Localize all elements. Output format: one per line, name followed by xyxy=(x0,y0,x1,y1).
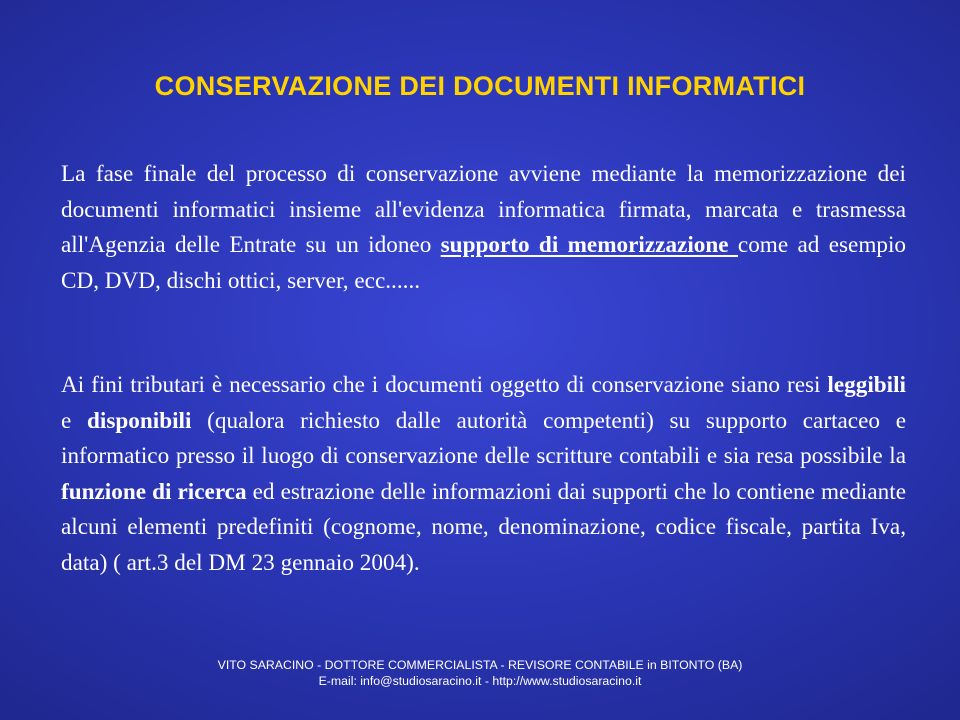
paragraph-text: e xyxy=(61,407,88,434)
footer-author-line: VITO SARACINO - DOTTORE COMMERCIALISTA - REVISORE CONTABILE in BITONTO (BA) xyxy=(217,658,743,672)
paragraph-text: Ai fini tributari è necessario che i documenti oggetto di conservazione siano resi xyxy=(61,372,828,398)
paragraph-text: come ad esempio CD, DVD, dischi ottici, server, ecc...... xyxy=(61,232,907,294)
paragraph-tax-purposes xyxy=(61,368,906,581)
paragraph-text: ed estrazione delle informazioni dai supporti che lo contiene mediante alcuni elementi predefiniti (cognome, nome, denominazione, codice fiscale, partita Iva, data) ( art.3 del DM 23 gennaio 2004). xyxy=(61,478,906,576)
bold-term-leggibili: leggibili xyxy=(827,372,906,398)
footer-contact-line[interactable]: E-mail: info@studiosaracino.it - http://www.studiosaracino.it xyxy=(318,674,642,688)
bold-term-funzione-di-ricerca: funzione di ricerca xyxy=(61,478,247,505)
bold-term-disponibili: disponibili xyxy=(87,407,192,434)
paragraph-text: La fase finale del processo di conservazione avviene mediante la memorizzazione dei documenti informatici insieme all'evidenza informatica firmata, marcata e trasmessa all'Agenzia delle Entrate su un idoneo xyxy=(61,161,906,258)
storage-medium-link[interactable]: supporto di memorizzazione xyxy=(440,232,738,258)
slide-title: CONSERVAZIONE DEI DOCUMENTI INFORMATICI xyxy=(154,71,806,101)
paragraph-storage-medium xyxy=(61,157,906,299)
paragraph-text: (qualora richiesto dalle autorità competenti) su supporto cartaceo e informatico presso il luogo di conservazione delle scritture contabili e sia resa possibile la xyxy=(61,407,907,469)
